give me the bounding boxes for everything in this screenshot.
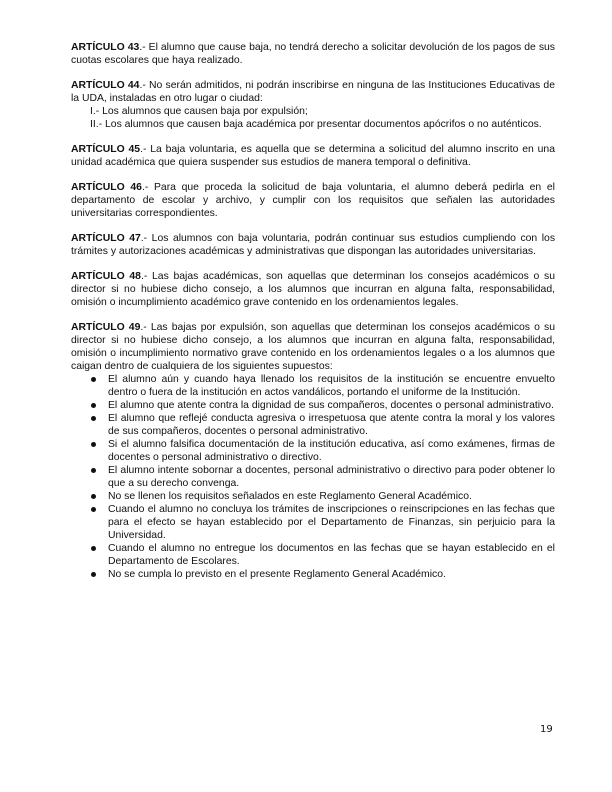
list-item: Cuando el alumno no entregue los documentos en las fechas que se hayan establecido en el Departamento de Escolares. bbox=[108, 543, 555, 567]
article-49 bbox=[71, 321, 555, 581]
article-heading: ARTÍCULO 44 bbox=[71, 80, 140, 91]
list-item: No se llenen los requisitos señalados en este Reglamento General Académico. bbox=[108, 490, 555, 503]
article-text: .- Las bajas por expulsión, son aquellas que determinan los consejos académicos o su director si no hubiese dicho consejo, a los alumnos que incurran en alguna falta, responsabilidad, omisión o incumplimiento normativo grave contenido en los ordenamientos legales o a los alumnos que caigan dentro de cualquiera de los siguientes supuestos: bbox=[71, 322, 556, 372]
roman-list bbox=[71, 105, 555, 131]
article-44 bbox=[71, 79, 555, 131]
list-item: Si el alumno falsifica documentación de la institución educativa, así como exámenes, firmas de docentes o personal administrativo o directivo. bbox=[108, 439, 555, 463]
article-text: .- La baja voluntaria, es aquella que se determina a solicitud del alumno inscrito en una unidad académica que quiera suspender sus estudios de manera temporal o definitiva. bbox=[71, 144, 555, 168]
list-item: No se cumpla lo previsto en el presente Reglamento General Académico. bbox=[108, 568, 555, 581]
article-heading: ARTÍCULO 46 bbox=[71, 182, 142, 193]
article-text: .- Las bajas académicas, son aquellas que determinan los consejos académicos o su director si no hubiese dicho consejo, a los alumnos que incurran en alguna falta, responsabilidad, omisión o incumplimiento académico grave contenido en los ordenamientos legales. bbox=[71, 271, 555, 308]
roman-item: II.- Los alumnos que causen baja académica por presentar documentos apócrifos o no auténticos. bbox=[90, 119, 542, 130]
article-47 bbox=[71, 232, 555, 258]
roman-item: I.- Los alumnos que causen baja por expulsión; bbox=[90, 106, 308, 117]
list-item: El alumno aún y cuando haya llenado los requisitos de la institución se encuentre envuelto dentro o fuera de la institución en actos vandálicos, portando el uniforme de la Institución. bbox=[108, 374, 555, 398]
page-number: 19 bbox=[540, 724, 553, 735]
article-48 bbox=[71, 270, 555, 309]
article-text: .- No serán admitidos, ni podrán inscribirse en ninguna de las Instituciones Educativas de la UDA, instaladas en otro lugar o ciudad: bbox=[71, 80, 555, 104]
article-text: .- El alumno que cause baja, no tendrá derecho a solicitar devolución de los pagos de sus cuotas escolares que haya realizado. bbox=[71, 42, 556, 66]
list-item: El alumno que atente contra la dignidad de sus compañeros, docentes o personal administrativo. bbox=[108, 400, 554, 411]
list-item: El alumno que reflejé conducta agresiva o irrespetuosa que atente contra la moral y los valores de sus compañeros, docentes o personal administrativo. bbox=[108, 413, 555, 437]
bullet-list bbox=[71, 373, 555, 581]
document-body bbox=[71, 41, 555, 581]
article-heading: ARTÍCULO 45 bbox=[71, 144, 141, 155]
article-45 bbox=[71, 143, 555, 169]
article-heading: ARTÍCULO 43 bbox=[71, 42, 140, 53]
article-text: .- Los alumnos con baja voluntaria, podrán continuar sus estudios cumpliendo con los trámites y autorizaciones académicas y administrativas que dispongan las autoridades universitarias. bbox=[71, 233, 556, 257]
article-43 bbox=[71, 41, 555, 67]
article-heading: ARTÍCULO 48 bbox=[71, 271, 141, 282]
list-item: Cuando el alumno no concluya los trámites de inscripciones o reinscripciones en las fechas que para el efecto se hayan establecido por el Departamento de Finanzas, sin perjuicio para la Universidad. bbox=[108, 504, 555, 541]
article-heading: ARTÍCULO 47 bbox=[71, 233, 141, 244]
article-text: .- Para que proceda la solicitud de baja voluntaria, el alumno deberá pedirla en el departamento de escolar y archivo, y cumplir con los requisitos que señalen las autoridades universitarias correspondientes. bbox=[71, 182, 555, 219]
article-heading: ARTÍCULO 49 bbox=[71, 322, 141, 333]
list-item: El alumno intente sobornar a docentes, personal administrativo o directivo para poder obtener lo que a su derecho convenga. bbox=[108, 465, 555, 489]
article-46 bbox=[71, 181, 555, 220]
